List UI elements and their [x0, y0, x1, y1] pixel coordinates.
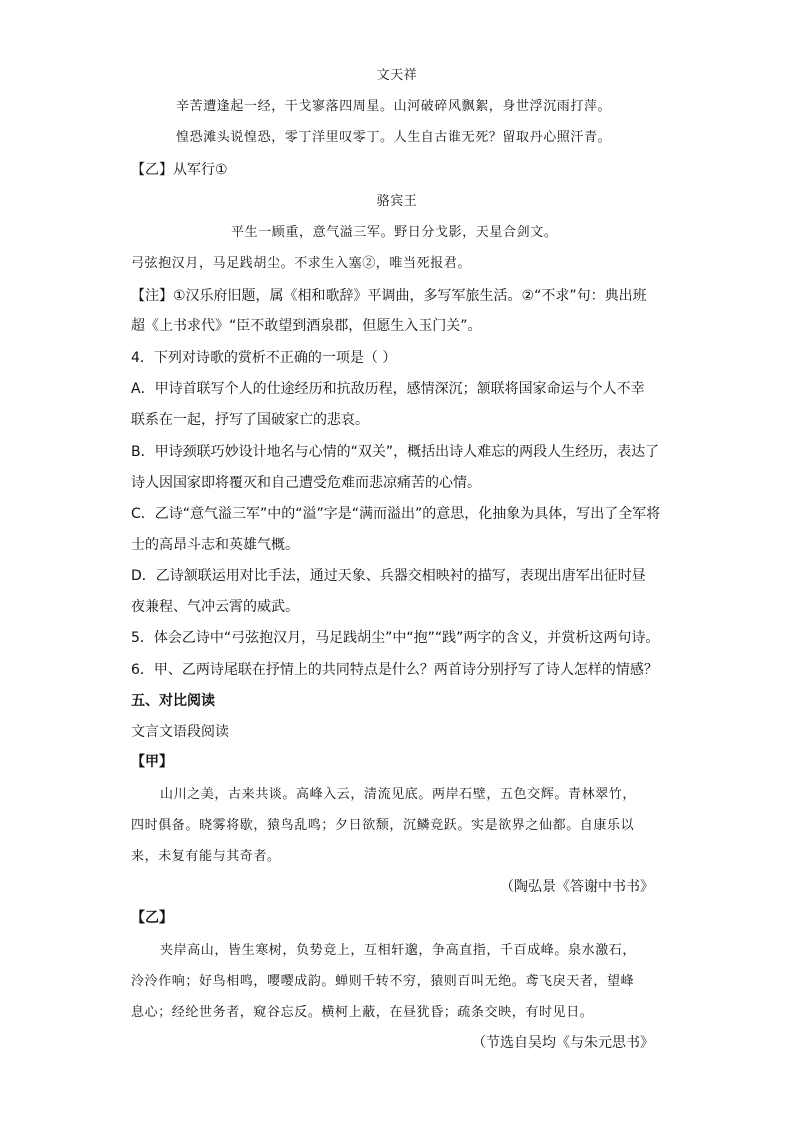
section-5-jia-line-1: 山川之美，古来共谈。高峰入云，清流见底。两岸石壁，五色交辉。青林翠竹，: [160, 787, 637, 802]
question-4-option-a-line-2: 联系在一起，抒写了国破家亡的悲哀。: [131, 412, 369, 428]
note-line-1: 【注】①汉乐府旧题，属《相和歌辞》平调曲，多写军旅生活。②“不求”句：典出班: [131, 288, 647, 304]
section-5-yi-line-3: 息心；经纶世务者，窥谷忘反。横柯上蔽，在昼犹昏；疏条交映，有时见日。: [131, 1005, 594, 1020]
section-5-jia-label: 【甲】: [131, 754, 173, 770]
question-4-option-d-line-1: D．乙诗颔联运用对比手法，通过天象、兵器交相映衬的描写，表现出唐军出征时昼: [131, 568, 646, 584]
section-5-yi-line-1: 夹岸高山，皆生寒树，负势竞上，互相轩邈，争高直指，千百成峰。泉水激石，: [160, 943, 637, 958]
yi-poem-author: 骆宾王: [376, 194, 418, 209]
section-5-yi-label: 【乙】: [131, 910, 173, 926]
section-5-yi-source: （节选自吴均《与朱元思书》: [472, 1035, 654, 1051]
section-5-yi-line-2: 泠泠作响；好鸟相鸣，嘤嘤成韵。蝉则千转不穷，猿则百叫无绝。鸢飞戾天者，望峰: [131, 974, 635, 989]
question-4-option-c-line-1: C．乙诗“意气溢三军”中的“溢”字是“满而溢出”的意思，化抽象为具体，写出了全军将: [131, 506, 661, 522]
section-5-jia-line-3: 来，未复有能与其奇者。: [131, 849, 281, 864]
section-5-subtitle: 文言文语段阅读: [131, 724, 229, 740]
yi-poem-line-2: 弓弦抱汉月，马足践胡尘。不求生入塞②，唯当死报君。: [131, 256, 472, 271]
question-4-option-a-line-1: A．甲诗首联写个人的仕途经历和抗敌历程，感情深沉；颔联将国家命运与个人不幸: [131, 381, 645, 397]
section-5-jia-line-2: 四时俱备。晓雾将歇，猿鸟乱鸣；夕日欲颓，沉鳞竞跃。实是欲界之仙都。自康乐以: [131, 818, 635, 833]
question-4-option-b-line-2: 诗人因国家即将覆灭和自己遭受危难而悲凉痛苦的心情。: [131, 475, 481, 491]
question-5: 5．体会乙诗中“弓弦抱汉月，马足践胡尘”中“抱”“践”两字的含义，并赏析这两句诗。: [131, 630, 660, 646]
question-4-option-d-line-2: 夜兼程、气冲云霄的威武。: [131, 599, 299, 615]
jia-poem-line-1: 辛苦遭逢起一经，干戈寥落四周星。山河破碎风飘絮，身世浮沉雨打萍。: [176, 99, 612, 114]
question-4-stem: 4．下列对诗歌的赏析不正确的一项是（ ）: [131, 350, 397, 366]
jia-poem-author: 文天祥: [376, 68, 418, 83]
yi-poem-line-1: 平生一顾重，意气溢三军。野日分戈影，天星合剑文。: [231, 225, 558, 240]
question-4-option-b-line-1: B．甲诗颈联巧妙设计地名与心情的“双关”，概括出诗人难忘的两段人生经历，表达了: [131, 444, 660, 460]
yi-poem-heading: 【乙】从军行①: [131, 162, 228, 178]
question-4-option-c-line-2: 士的高昂斗志和英雄气概。: [131, 537, 299, 553]
section-5-title: 五、对比阅读: [131, 693, 215, 709]
question-6: 6．甲、乙两诗尾联在抒情上的共同特点是什么？两首诗分别抒写了诗人怎样的情感？: [131, 662, 658, 678]
section-5-jia-source: （陶弘景《答谢中书书》: [500, 879, 654, 895]
jia-poem-line-2: 惶恐滩头说惶恐，零丁洋里叹零丁。人生自古谁无死？留取丹心照汗青。: [176, 130, 612, 145]
note-line-2: 超《上书求代》“臣不敢望到酒泉郡，但愿生入玉门关”。: [131, 318, 482, 334]
